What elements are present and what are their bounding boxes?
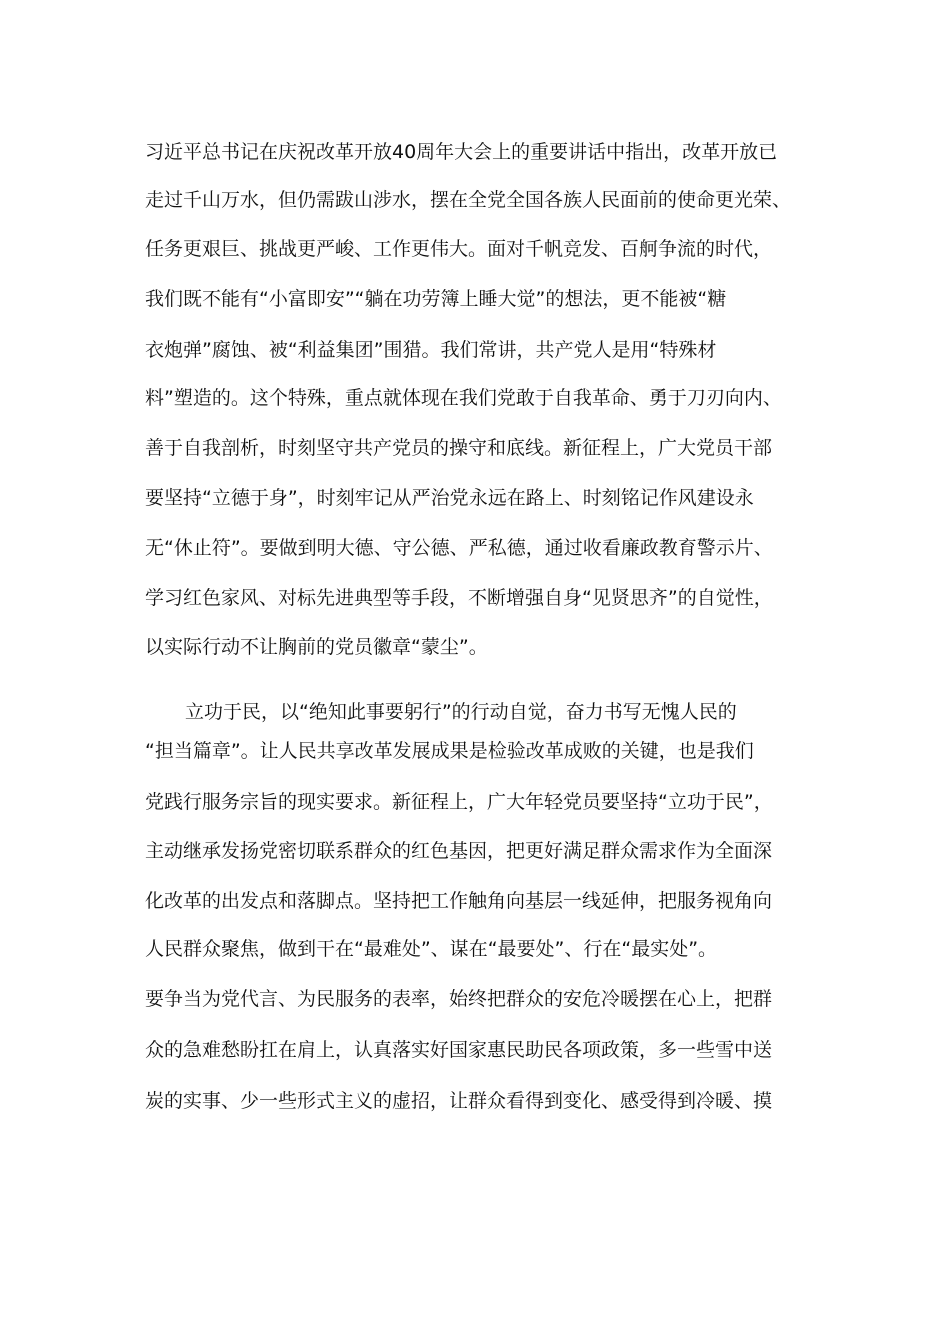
text-line: 学习红色家风、对标先进典型等手段，不断增强自身“见贤思齐”的自觉性，: [145, 587, 773, 609]
text-line: 走过千山万水，但仍需跋山涉水，摆在全党全国各族人民面前的使命更光荣、: [145, 189, 792, 211]
text-line: 要坚持“立德于身”，时刻牢记从严治党永远在路上、时刻铭记作风建设永: [145, 487, 754, 509]
text-line: 要争当为党代言、为民服务的表率，始终把群众的安危冷暖摆在心上，把群: [145, 988, 773, 1010]
text-line: 众的急难愁盼扛在肩上，认真落实好国家惠民助民各项政策，多一些雪中送: [145, 1039, 773, 1061]
text-line: 善于自我剖析，时刻坚守共产党员的操守和底线。新征程上，广大党员干部: [145, 437, 773, 459]
text-line: 党践行服务宗旨的现实要求。新征程上，广大年轻党员要坚持“立功于民”，: [145, 791, 773, 813]
text-line: 衣炮弹”腐蚀、被“利益集团”围猎。我们常讲，共产党人是用“特殊材: [145, 339, 717, 361]
text-line: 化改革的出发点和落脚点。坚持把工作触角向基层一线延伸，把服务视角向: [145, 890, 773, 912]
text-line: 习近平总书记在庆祝改革开放40周年大会上的重要讲话中指出，改革开放已: [145, 141, 778, 163]
text-line: 任务更艰巨、挑战更严峻、工作更伟大。面对千帆竞发、百舸争流的时代，: [145, 238, 773, 260]
text-line: 我们既不能有“小富即安”“躺在功劳簿上睡大觉”的想法，更不能被“糖: [145, 288, 727, 310]
text-line: 料”塑造的。这个特殊，重点就体现在我们党敢于自我革命、勇于刀刃向内、: [145, 387, 782, 409]
text-line: 炭的实事、少一些形式主义的虚招，让群众看得到变化、感受得到冷暖、摸: [145, 1090, 773, 1112]
text-line: 无“休止符”。要做到明大德、守公德、严私德，通过收看廉政教育警示片、: [145, 537, 773, 559]
text-line: 主动继承发扬党密切联系群众的红色基因，把更好满足群众需求作为全面深: [145, 840, 773, 862]
text-line: 人民群众聚焦，做到干在“最难处”、谋在“最要处”、行在“最实处”。: [145, 938, 718, 960]
text-line: 立功于民，以“绝知此事要躬行”的行动自觉，奋力书写无愧人民的: [185, 701, 737, 723]
text-line: “担当篇章”。让人民共享改革发展成果是检验改革成败的关键，也是我们: [145, 740, 754, 762]
text-line: 以实际行动不让胸前的党员徽章“蒙尘”。: [145, 636, 488, 658]
